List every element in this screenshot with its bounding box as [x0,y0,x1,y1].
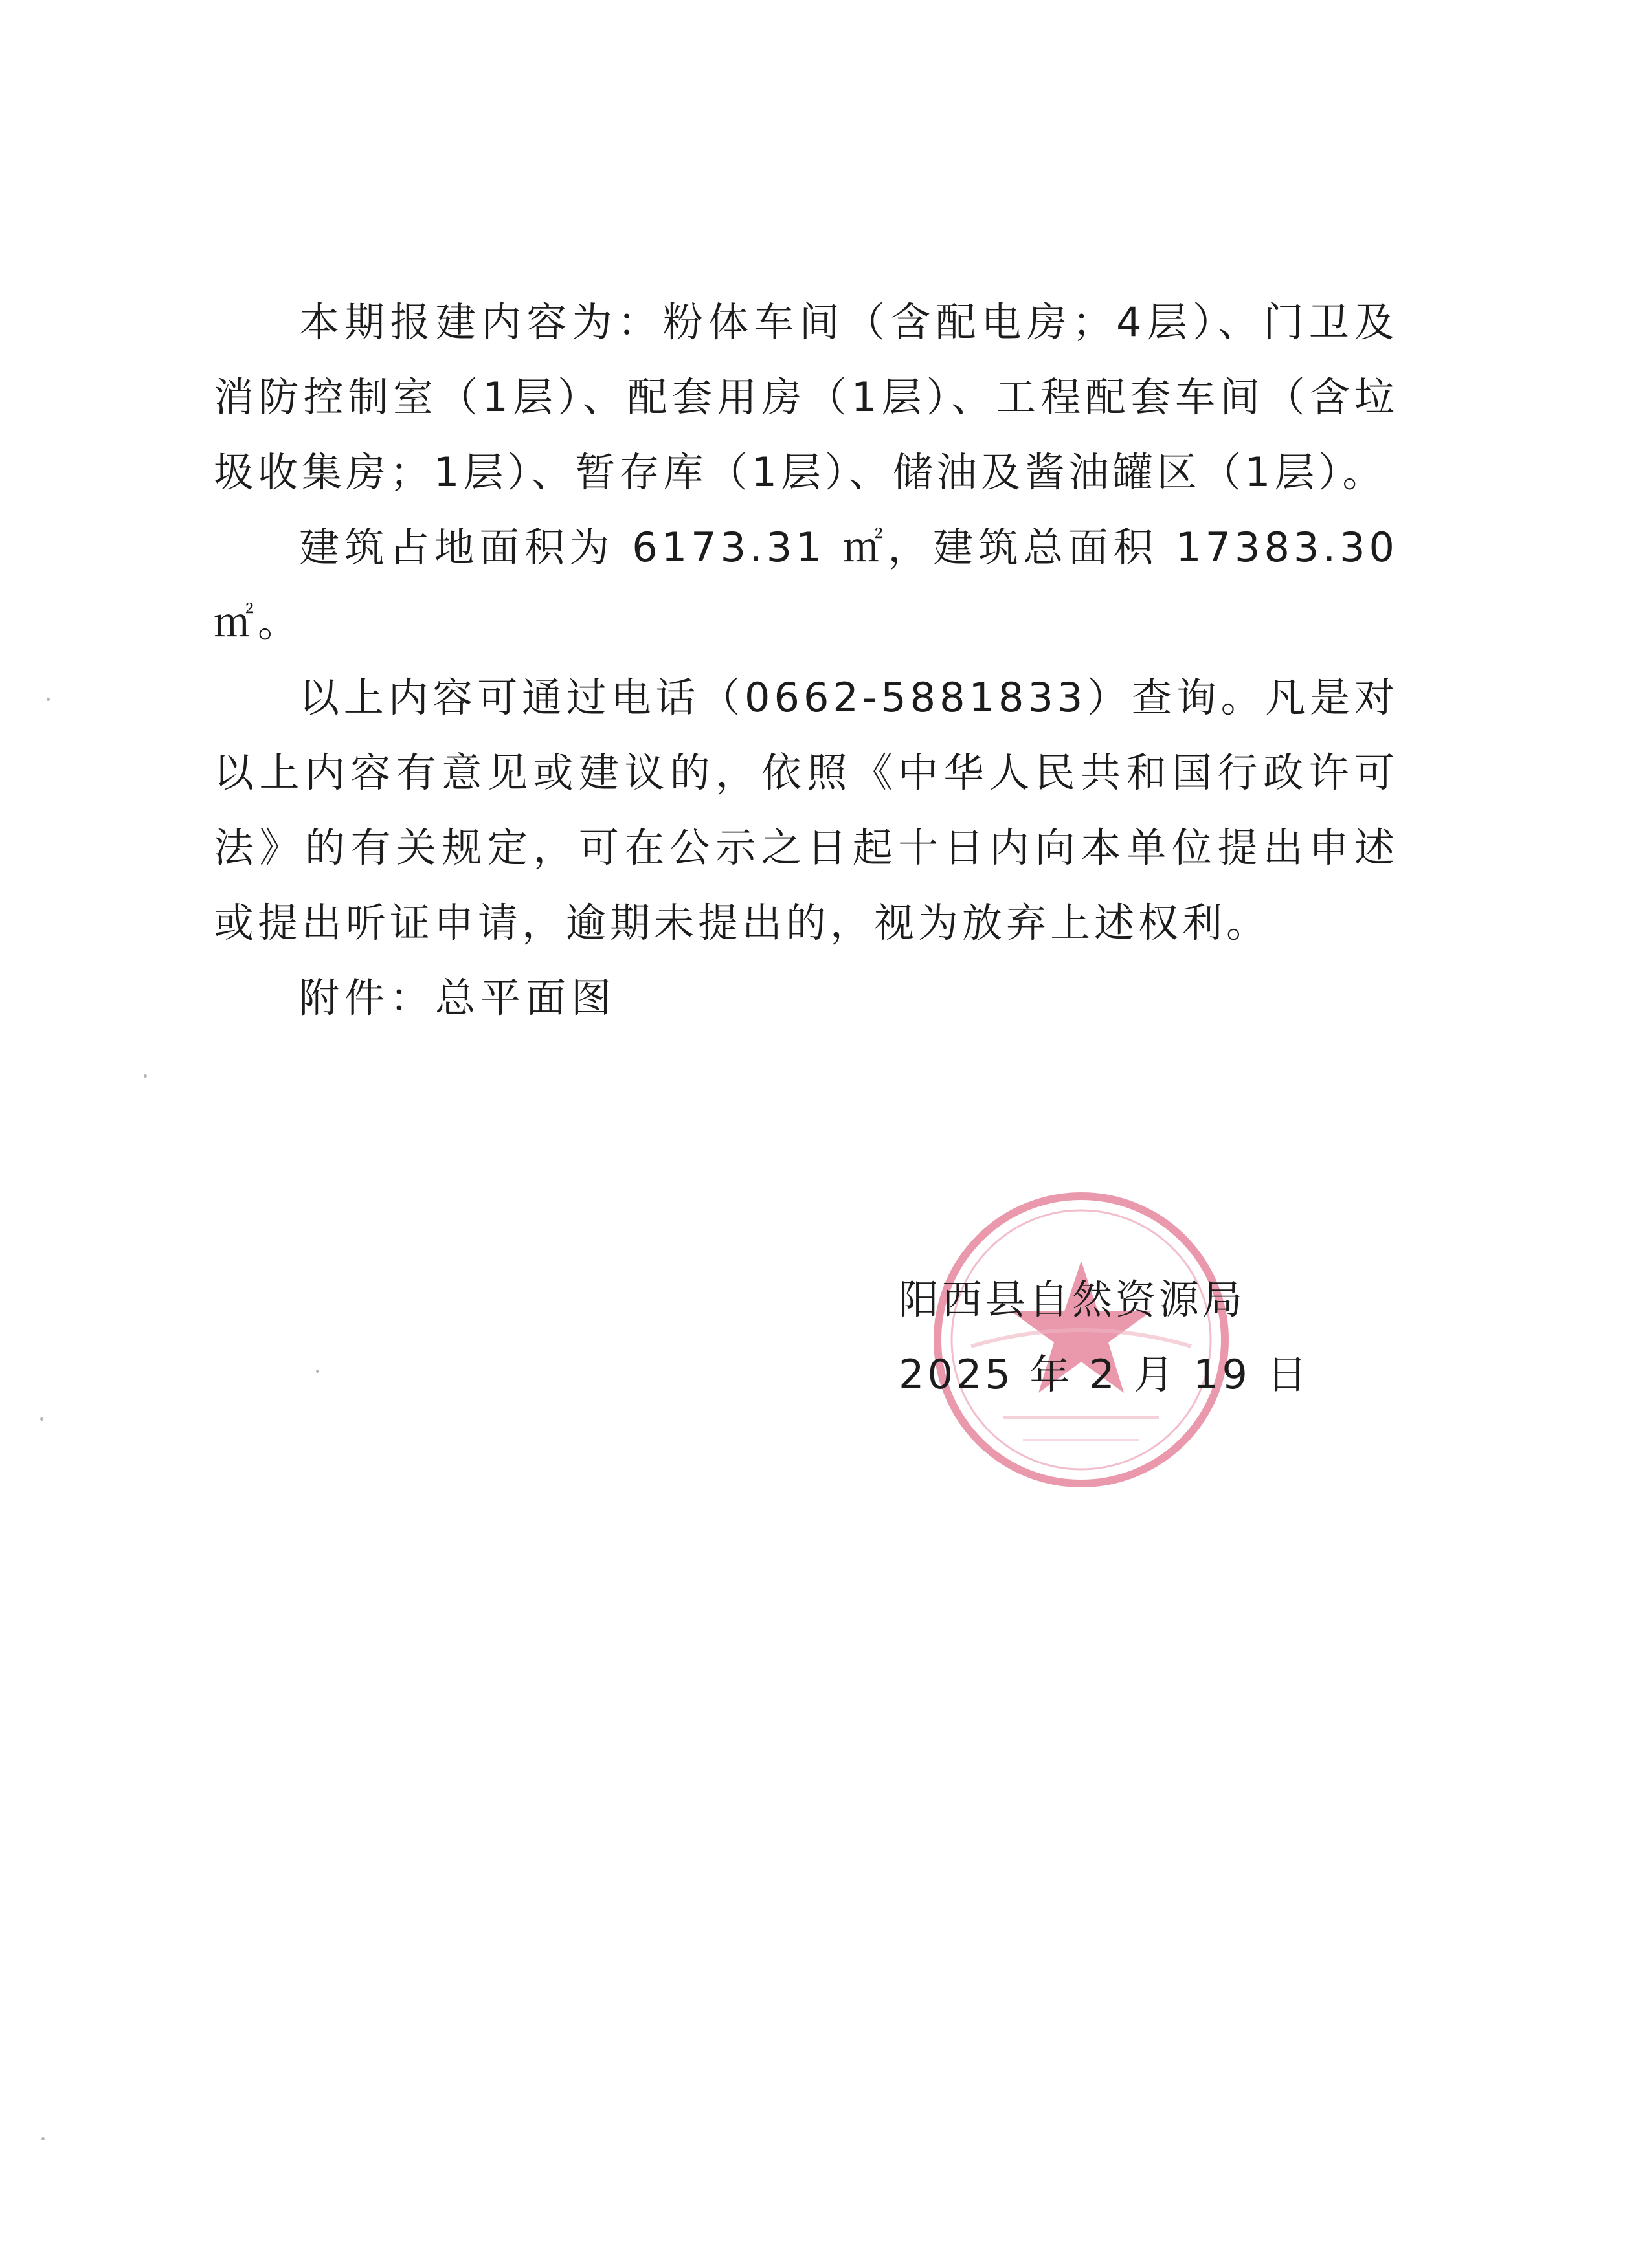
issuing-organization: 阳西县自然资源局 [899,1276,1246,1323]
paragraph-construction-content: 本期报建内容为：粉体车间（含配电房；4层）、门卫及消防控制室（1层）、配套用房（1层）、工程配套车间（含垃圾收集房；1层）、暂存库（1层）、储油及酱油罐区（1层）。 [214,298,1398,496]
signature-block [899,1262,1310,1412]
issue-date: 2025 年 2 月 19 日 [899,1351,1310,1398]
scan-speck [41,2137,45,2140]
paragraph-inquiry-notice: 以上内容可通过电话（0662-5881833）查询。凡是对以上内容有意见或建议的，依照《中华人民共和国行政许可法》的有关规定，可在公示之日起十日内向本单位提出申述或提出听证申请，逾期未提出的，视为放弃上述权利。 [214,674,1398,946]
scan-speck [144,1074,147,1078]
scan-speck [47,698,50,701]
scan-speck [316,1370,319,1373]
document-body [214,285,1398,961]
attachment-line: 附件：总平面图 [299,974,617,1021]
paragraph-building-area: 建筑占地面积为 6173.31 ㎡，建筑总面积 17383.30 ㎡。 [214,524,1398,646]
scan-speck [40,1418,43,1421]
